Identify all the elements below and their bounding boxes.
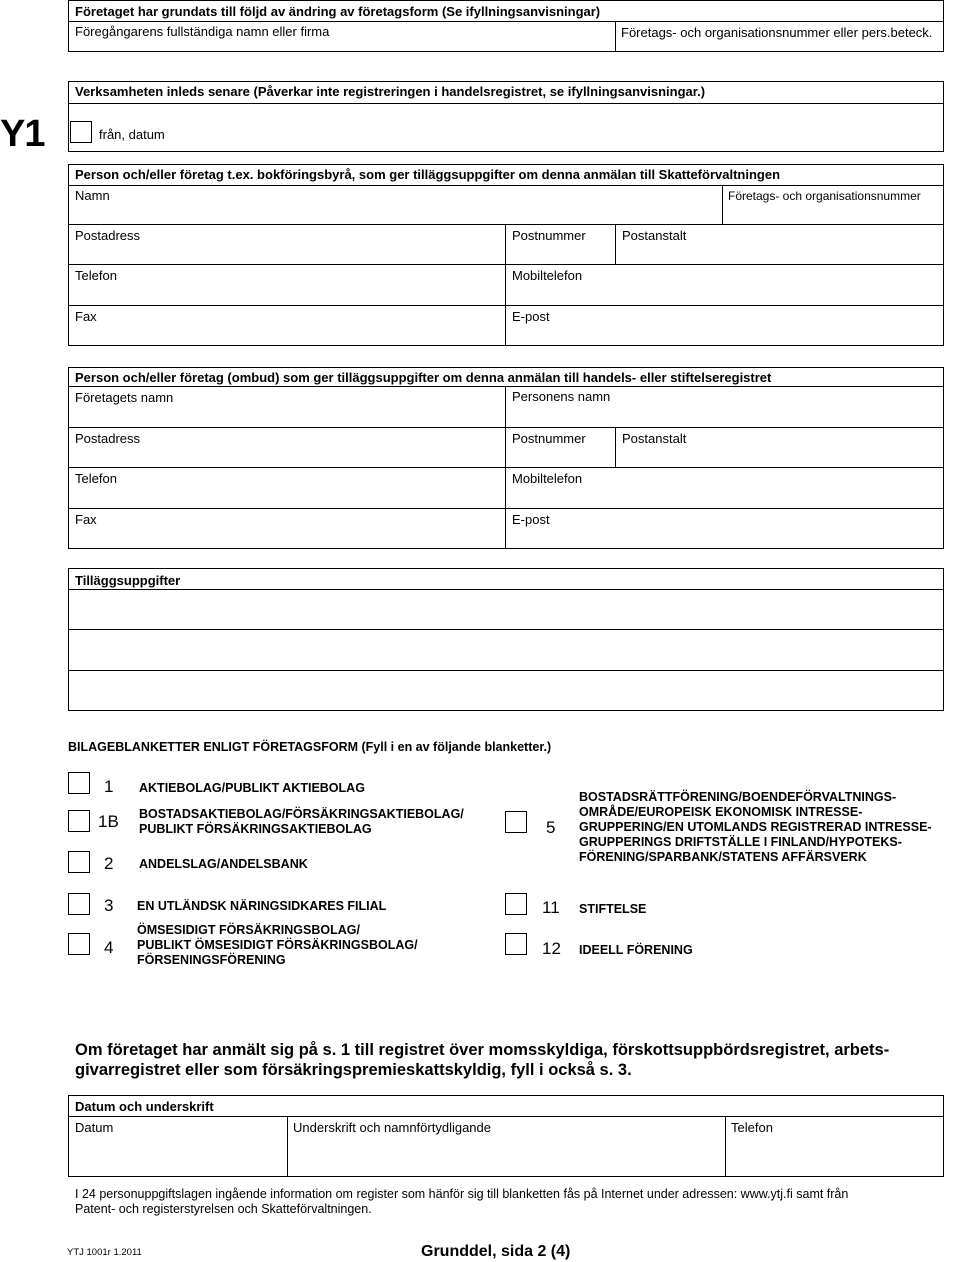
bookkeeping-address-field[interactable]	[70, 244, 503, 263]
signature-phone-label: Telefon	[731, 1120, 773, 1135]
agent-person-field[interactable]	[507, 406, 942, 426]
additional-info-line-2[interactable]	[70, 630, 942, 669]
additional-info-line-1[interactable]	[70, 590, 942, 628]
bookkeeping-org-label: Företags- och organisationsnummer	[728, 189, 921, 203]
predecessor-id-field[interactable]	[617, 38, 942, 51]
attachment-1b-label-line-1: BOSTADSAKTIEBOLAG/FÖRSÄKRINGSAKTIEBOLAG/	[139, 807, 464, 821]
bookkeeping-fax-label: Fax	[75, 309, 97, 324]
notice-line-2: givarregistret eller som försäkringspremieskattskyldig, fyll i också s. 3.	[75, 1061, 632, 1079]
agent-email-label: E-post	[512, 512, 550, 527]
attachments-heading: BILAGEBLANKETTER ENLIGT FÖRETAGSFORM (Fyll i en av följande blanketter.)	[68, 740, 552, 754]
attachment-1-checkbox[interactable]	[68, 772, 90, 794]
predecessor-heading: Företaget har grundats till följd av ändring av företagsform (Se ifyllningsanvisningar)	[75, 4, 601, 19]
bookkeeping-org-field[interactable]	[724, 204, 942, 223]
agent-person-label: Personens namn	[512, 389, 611, 404]
bookkeeping-name-field[interactable]	[70, 202, 720, 223]
additional-info-heading: Tilläggsuppgifter	[75, 573, 181, 588]
attachment-4-label-line-1: ÖMSESIDIGT FÖRSÄKRINGSBOLAG/	[137, 923, 360, 937]
attachment-5-label-line-2: OMRÅDE/EUROPEISK EKONOMISK INTRESSE-	[579, 805, 863, 819]
attachment-5-label-line-3: GRUPPERING/EN UTOMLANDS REGISTRERAD INTRESSE-	[579, 820, 932, 834]
bookkeeping-fax-field[interactable]	[70, 325, 503, 345]
agent-fax-label: Fax	[75, 512, 97, 527]
attachment-5-number: 5	[546, 818, 556, 837]
attachment-12-checkbox[interactable]	[505, 933, 527, 955]
notice-line-1: Om företaget har anmält sig på s. 1 till registret över momsskyldiga, förskottsuppbördsregistret, arbets-	[75, 1041, 890, 1059]
agent-phone-field[interactable]	[70, 487, 503, 507]
signature-name-label: Underskrift och namnförtydligande	[293, 1120, 491, 1135]
agent-address-label: Postadress	[75, 431, 141, 446]
agent-email-field[interactable]	[507, 528, 942, 548]
bookkeeping-address-label: Postadress	[75, 228, 141, 243]
additional-info-line-3[interactable]	[70, 671, 942, 710]
signature-phone-field[interactable]	[727, 1136, 942, 1176]
agent-company-field[interactable]	[70, 406, 503, 426]
attachment-1b-checkbox[interactable]	[68, 810, 90, 832]
bookkeeping-postoffice-label: Postanstalt	[622, 228, 687, 243]
attachment-1b-label-line-2: PUBLIKT FÖRSÄKRINGSAKTIEBOLAG	[139, 822, 372, 836]
bookkeeping-postcode-label: Postnummer	[512, 228, 586, 243]
signature-name-field[interactable]	[289, 1136, 723, 1176]
agent-address-field[interactable]	[70, 447, 503, 466]
agent-mobile-label: Mobiltelefon	[512, 471, 583, 486]
signature-date-field[interactable]	[70, 1136, 285, 1176]
start-later-checkbox[interactable]	[70, 121, 92, 143]
bookkeeping-mobile-field[interactable]	[507, 284, 942, 304]
agent-postcode-label: Postnummer	[512, 431, 586, 446]
attachment-11-label: STIFTELSE	[579, 902, 647, 916]
attachment-1b-number: 1B	[98, 812, 119, 831]
agent-postoffice-label: Postanstalt	[622, 431, 687, 446]
bookkeeping-email-field[interactable]	[507, 325, 942, 345]
attachment-2-checkbox[interactable]	[68, 851, 90, 873]
attachment-4-label-line-3: FÖRSENINGSFÖRENING	[137, 953, 286, 967]
agent-fax-field[interactable]	[70, 528, 503, 548]
bookkeeping-heading: Person och/eller företag t.ex. bokföringsbyrå, som ger tilläggsuppgifter om denna anmälan till Skatteförvaltningen	[75, 167, 781, 182]
agent-phone-label: Telefon	[75, 471, 117, 486]
predecessor-name-label: Föregångarens fullständiga namn eller firma	[75, 24, 330, 39]
bookkeeping-postoffice-field[interactable]	[617, 244, 942, 263]
attachment-12-number: 12	[542, 939, 561, 958]
agent-company-label: Företagets namn	[75, 390, 174, 405]
bookkeeping-email-label: E-post	[512, 309, 550, 324]
form-code: YTJ 1001r 1.2011	[67, 1247, 142, 1258]
attachment-5-label-line-5: FÖRENING/SPARBANK/STATENS AFFÄRSVERK	[579, 850, 867, 864]
from-date-label: från, datum	[99, 127, 165, 142]
bookkeeping-name-label: Namn	[75, 188, 110, 203]
agent-postoffice-field[interactable]	[617, 447, 942, 466]
attachment-11-checkbox[interactable]	[505, 893, 527, 915]
attachment-11-number: 11	[542, 898, 560, 917]
attachment-5-label-line-4: GRUPPERINGS DRIFTSTÄLLE I FINLAND/HYPOTEKS-	[579, 835, 902, 849]
agent-postcode-field[interactable]	[507, 447, 613, 466]
start-later-heading: Verksamheten inleds senare (Påverkar inte registreringen i handelsregistret, se ifyllningsanvisningar.)	[75, 84, 706, 99]
attachment-1-number: 1	[104, 777, 114, 796]
bookkeeping-phone-label: Telefon	[75, 268, 117, 283]
section-code-y1: Y1	[0, 113, 45, 155]
attachment-5-label-line-1: BOSTADSRÄTTFÖRENING/BOENDEFÖRVALTNINGS-	[579, 790, 897, 804]
attachment-5-checkbox[interactable]	[505, 811, 527, 833]
attachment-4-label-line-2: PUBLIKT ÖMSESIDIGT FÖRSÄKRINGSBOLAG/	[137, 938, 418, 952]
attachment-4-checkbox[interactable]	[68, 933, 90, 955]
agent-heading: Person och/eller företag (ombud) som ger tilläggsuppgifter om denna anmälan till handels- eller stiftelseregistret	[75, 370, 772, 385]
footer-info-line-1: I 24 personuppgiftslagen ingående information om register som hänför sig till blanketten fås på Internet under adressen: www.ytj.fi samt från	[75, 1187, 849, 1201]
signature-date-label: Datum	[75, 1120, 114, 1135]
agent-mobile-field[interactable]	[507, 487, 942, 507]
attachment-2-number: 2	[104, 854, 114, 873]
bookkeeping-mobile-label: Mobiltelefon	[512, 268, 583, 283]
bookkeeping-phone-field[interactable]	[70, 284, 503, 304]
attachment-4-number: 4	[104, 938, 114, 957]
attachment-3-number: 3	[104, 896, 114, 915]
attachment-12-label: IDEELL FÖRENING	[579, 943, 693, 957]
bookkeeping-postcode-field[interactable]	[507, 244, 613, 263]
attachment-3-label: EN UTLÄNDSK NÄRINGSIDKARES FILIAL	[137, 899, 387, 913]
signature-heading: Datum och underskrift	[75, 1099, 214, 1114]
attachment-2-label: ANDELSLAG/ANDELSBANK	[139, 857, 308, 871]
attachment-3-checkbox[interactable]	[68, 893, 90, 915]
from-date-field[interactable]	[180, 120, 940, 148]
attachment-1-label: AKTIEBOLAG/PUBLIKT AKTIEBOLAG	[139, 781, 365, 795]
page-label: Grunddel, sida 2 (4)	[421, 1243, 571, 1260]
predecessor-name-field[interactable]	[70, 38, 613, 51]
predecessor-id-label: Företags- och organisationsnummer eller pers.beteck.	[621, 25, 933, 40]
footer-info-line-2: Patent- och registerstyrelsen och Skatteförvaltningen.	[75, 1202, 372, 1216]
